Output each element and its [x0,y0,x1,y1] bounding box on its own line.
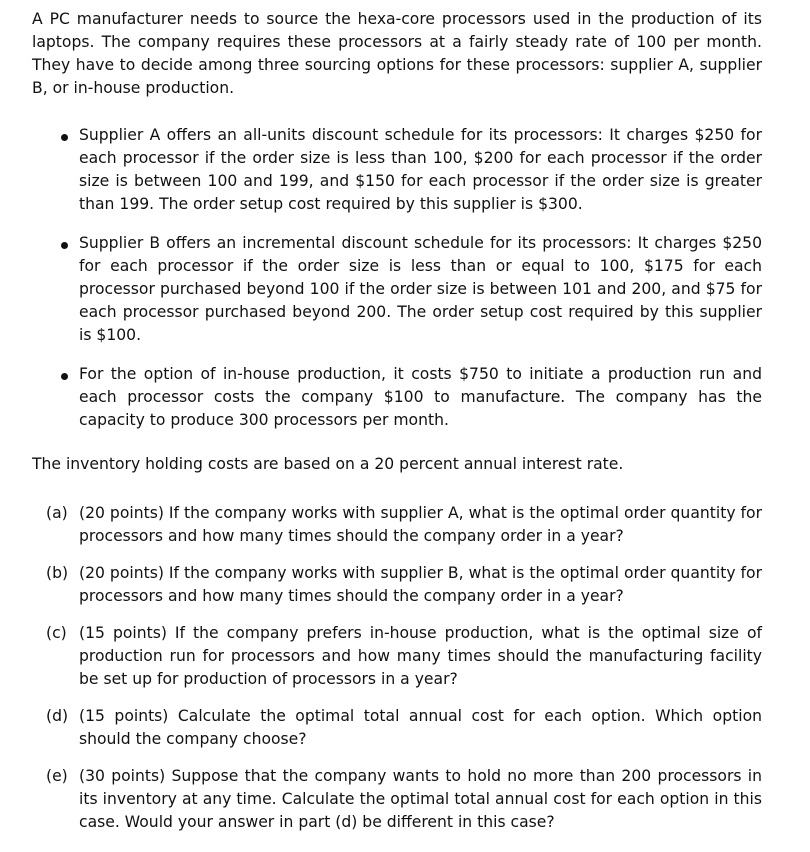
question-text: (20 points) If the company works with supplier B, what is the optimal order quantity for processors and how many times should the company order in a year? [79,564,762,605]
questions-list [32,502,762,834]
question-label: (c) [46,624,67,642]
bullet-icon [61,242,68,249]
option-in-house [79,363,762,432]
sourcing-options-list [32,124,762,432]
question-label: (b) [46,564,69,582]
question-text: (30 points) Suppose that the company wants to hold no more than 200 processors in its inventory at any time. Calculate the optimal total annual cost for each option in this case. Would your answer in part (d) be different in this case? [79,767,762,831]
question-label: (a) [46,504,68,522]
question-text: (20 points) If the company works with supplier A, what is the optimal order quantity for processors and how many times should the company order in a year? [79,504,762,545]
intro-paragraph: A PC manufacturer needs to source the hexa-core processors used in the production of its laptops. The company requires these processors at a fairly steady rate of 100 per month. They have to decide among three sourcing options for these processors: supplier A, supplier B, or in-house production. [32,10,762,97]
option-text: Supplier A offers an all-units discount schedule for its processors: It charges $250 for each processor if the order size is less than 100, $200 for each processor if the order size is between 100 and 199, and $150 for each processor if the order size is greater than 199. The order setup cost required by this supplier is $300. [79,126,762,213]
bullet-icon [61,373,68,380]
question-text: (15 points) Calculate the optimal total annual cost for each option. Which option should the company choose? [79,707,762,748]
question-text: (15 points) If the company prefers in-house production, what is the optimal size of production run for processors and how many times should the manufacturing facility be set up for production of processors in a year? [79,624,762,688]
option-text: Supplier B offers an incremental discount schedule for its processors: It charges $250 for each processor if the order size is less than or equal to 100, $175 for each processor purchased beyond 100 if the order size is between 101 and 200, and $75 for each processor purchased beyond 200. The order setup cost required by this supplier is $100. [79,234,762,344]
question-e [46,765,762,834]
question-a [46,502,762,548]
question-c [46,622,762,691]
bullet-icon [61,134,68,141]
problem-document [32,8,762,848]
question-label: (d) [46,707,69,725]
question-b [46,562,762,608]
question-label: (e) [46,767,68,785]
option-supplier-b [79,232,762,347]
option-text: For the option of in-house production, it costs $750 to initiate a production run and each processor costs the company $100 to manufacture. The company has the capacity to produce 300 processors per month. [79,365,762,429]
holding-cost-paragraph: The inventory holding costs are based on a 20 percent annual interest rate. [32,455,624,473]
option-supplier-a [79,124,762,216]
question-d [46,705,762,751]
